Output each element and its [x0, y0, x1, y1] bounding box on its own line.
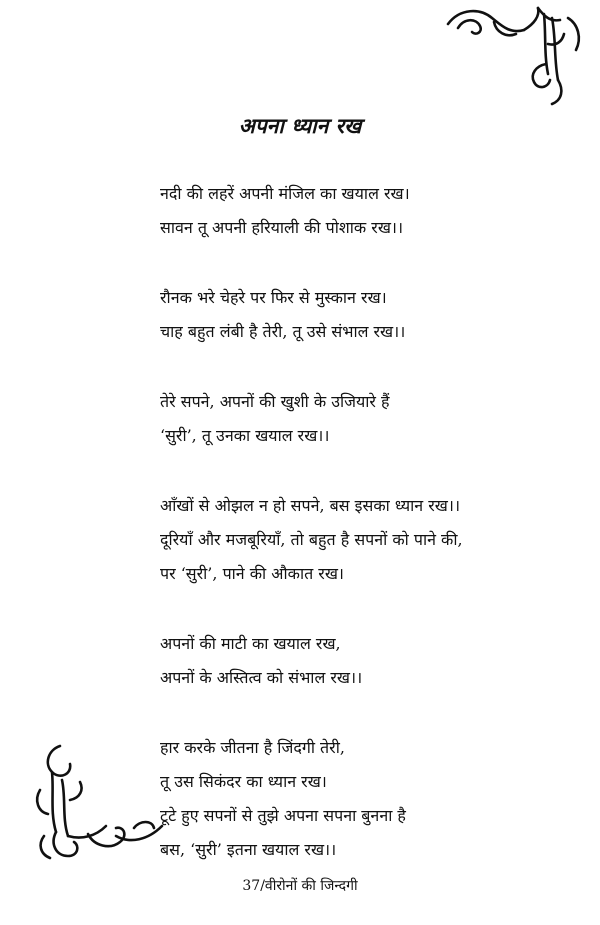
- stanza-3: [160, 392, 580, 460]
- poem-line: तेरे सपने, अपनों की खुशी के उजियारे हैं: [160, 392, 390, 411]
- poem-line: बस, ‘सुरी’ इतना खयाल रख।।: [160, 840, 337, 859]
- poem-line: हार करके जीतना है जिंदगी तेरी,: [160, 738, 345, 757]
- stanza-6: [160, 738, 580, 874]
- poem-line: आँखों से ओझल न हो सपने, बस इसका ध्यान रख।।: [160, 496, 461, 515]
- poem-line: टूटे हुए सपनों से तुझे अपना सपना बुनना है: [160, 806, 406, 825]
- floral-corner-icon: [440, 4, 590, 109]
- floral-corner-icon: [30, 740, 170, 865]
- poem-title: अपना ध्यान रख: [238, 113, 362, 138]
- page-footer: 37/वीरोनों की जिन्दगी: [242, 878, 358, 894]
- poem-line: सावन तू अपनी हरियाली की पोशाक रख।।: [160, 218, 404, 237]
- poem-line: पर ‘सुरी’, पाने की औकात रख।: [160, 564, 344, 583]
- poem-line: नदी की लहरें अपनी मंजिल का खयाल रख।: [160, 184, 410, 203]
- stanza-1: [160, 184, 580, 252]
- stanza-5: [160, 634, 580, 702]
- poem-line: अपनों के अस्तित्व को संभाल रख।।: [160, 668, 363, 687]
- poem-line: अपनों की माटी का खयाल रख,: [160, 634, 341, 653]
- poem-body: [160, 184, 580, 874]
- poem-line: दूरियाँ और मजबूरियाँ, तो बहुत है सपनों को पाने की,: [160, 530, 463, 549]
- poem-line: ‘सुरी’, तू उनका खयाल रख।।: [160, 426, 330, 445]
- stanza-4: [160, 496, 580, 598]
- poem-line: रौनक भरे चेहरे पर फिर से मुस्कान रख।: [160, 288, 387, 307]
- poem-line: तू उस सिकंदर का ध्यान रख।: [160, 772, 327, 791]
- poem-line: चाह बहुत लंबी है तेरी, तू उसे संभाल रख।।: [160, 322, 406, 341]
- stanza-2: [160, 288, 580, 356]
